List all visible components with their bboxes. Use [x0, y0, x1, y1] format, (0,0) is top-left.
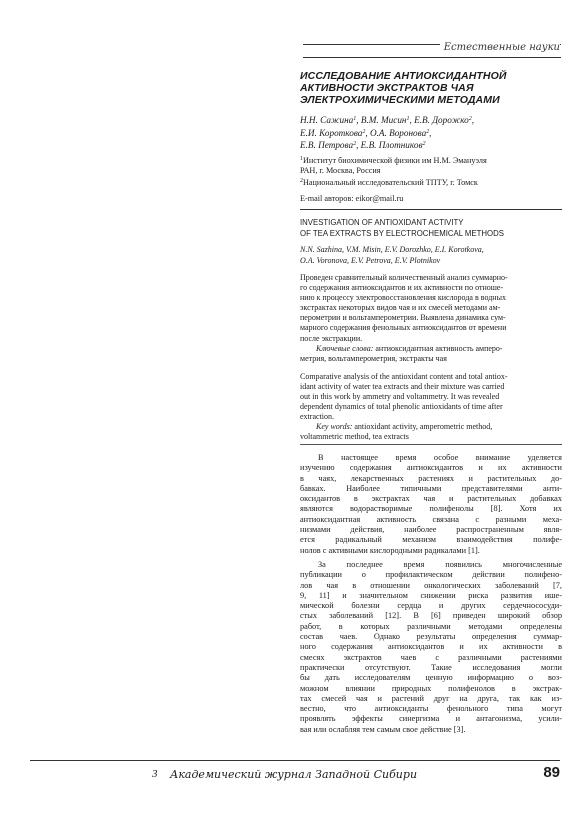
keywords-text: antioxidant activity, amperometric method,	[352, 422, 493, 431]
abstract-line: Comparative analysis of the antioxidant content and total antiox-	[300, 372, 508, 381]
abstract-line: экстрактах некоторых видов чая и их смесей методами ам-	[300, 303, 501, 313]
abstract-line: марного содержания фенольных антиоксидантов от времени	[300, 323, 507, 333]
section-label: Естественные науки	[440, 42, 560, 53]
body-line: публикации о профилактическом действии полифено-	[300, 570, 562, 580]
title-line: ИССЛЕДОВАНИЕ АНТИОКСИДАНТНОЙ	[300, 70, 507, 82]
abstract-line: Проведен сравнительный количественный анализ суммарно-	[300, 273, 508, 282]
abstract-ru	[300, 273, 562, 344]
affil-mark: 2	[362, 128, 366, 135]
keywords-en	[300, 422, 562, 442]
body-line: практически отсутствуют. Такие исследования могли	[300, 662, 562, 672]
body-line: нолов с активными кислородными радикалами [1].	[300, 545, 480, 555]
affil-mark: 1	[300, 156, 303, 162]
affil-mark: 2	[426, 128, 430, 135]
author: , Е.В. Плотников	[356, 140, 423, 150]
author-email: E-mail авторов: eikor@mail.ru	[300, 194, 404, 203]
body-line: низмами действия, наиболее распространенным явля-	[300, 525, 562, 535]
en-authors-line: N.N. Sazhina, V.M. Misin, E.V. Dorozhko, E.I. Korotkova,	[300, 245, 484, 254]
affil-mark: 2	[468, 116, 472, 122]
english-title	[300, 217, 562, 239]
abstract-line: extraction.	[300, 412, 334, 422]
title-line: ЭЛЕКТРОХИМИЧЕСКИМИ МЕТОДАМИ	[300, 94, 500, 106]
affiliation-1-cont: РАН, г. Москва, Россия	[300, 166, 381, 175]
article-title	[300, 70, 562, 106]
keywords-text: voltammetric method, tea extracts	[300, 432, 409, 442]
affil-mark: 1	[353, 116, 357, 122]
comma: ,	[471, 115, 474, 125]
body-line: вая или ослабляя тем самым свое действие [3].	[300, 724, 466, 734]
body-line: работ, в которых различными методами определены	[300, 621, 562, 631]
keywords-text: метрия, вольтамперометрия, экстракты чая	[300, 354, 447, 364]
abstract-line: out in this work by ammetry and voltammetry. It was revealed	[300, 392, 500, 402]
body-line: мической болезни сердца и других сердечнососуди-	[300, 601, 562, 611]
en-title-line: INVESTIGATION OF ANTIOXIDANT ACTIVITY	[300, 218, 464, 227]
author: , В.М. Мисин	[356, 115, 407, 125]
keywords-label: Ключевые слова:	[316, 344, 374, 353]
abstract-line: после экстракции.	[300, 333, 363, 343]
body-line: можном влиянии природных полифенолов в экстрак-	[300, 683, 562, 693]
paragraph-2	[300, 560, 562, 735]
abstract-line: idant activity of water tea extracts and their mixture was carried	[300, 382, 505, 392]
affiliation-1: Институт биохимической физики им Н.М. Эмануэля	[303, 156, 487, 165]
article-body	[300, 453, 562, 735]
header-rule-2	[303, 57, 561, 58]
separator-rule	[300, 209, 562, 210]
body-separator	[300, 444, 562, 445]
abstract-en	[300, 372, 562, 422]
keywords-text: антиоксидантная активность амперо-	[373, 344, 503, 353]
body-line: ного содержания антиоксидантов и их активности в	[300, 642, 562, 652]
en-title-line: OF TEA EXTRACTS BY ELECTROCHEMICAL METHODS	[300, 229, 504, 238]
affiliations	[300, 154, 562, 188]
body-line: бы дать исследователям ценную информацию о воз-	[300, 673, 562, 683]
authors-en	[300, 244, 562, 266]
affil-mark: 2	[422, 141, 426, 147]
affil-mark: 2	[353, 141, 357, 147]
body-line: антиоксидантная активность связана с разными меха-	[300, 514, 562, 524]
abstract-line: dependent dynamics of total phenolic antioxidants of time after	[300, 402, 503, 412]
body-line: оксидантов в экстрактах чая и растительных добавках	[300, 494, 562, 504]
title-line: АКТИВНОСТИ ЭКСТРАКТОВ ЧАЯ	[300, 82, 474, 94]
abstract-line: нию к процессу электровосстановления кислорода в водных	[300, 293, 506, 303]
issue-number: 3	[152, 768, 158, 780]
body-line: 9, 11] и значительном снижении риска развития ише-	[300, 590, 562, 600]
abstract-line: го содержания антиоксидантов и их активности по отноше-	[300, 283, 504, 293]
en-authors-line: O.A. Voronova, E.V. Petrova, E.V. Plotnikov	[300, 256, 441, 265]
author: Н.Н. Сажина	[300, 115, 354, 125]
footer-rule	[30, 760, 560, 761]
body-line: бавках. Наиболее типичными представителями анти-	[300, 483, 562, 493]
author: , О.А. Воронова	[365, 127, 427, 138]
affiliation-2: Национальный исследовательский ТПТУ, г. Томск	[303, 178, 478, 187]
affil-mark: 2	[300, 178, 303, 184]
paragraph-1	[300, 453, 562, 556]
journal-name: Академический журнал Западной Сибири	[170, 768, 418, 781]
comma: ,	[429, 127, 432, 138]
author: Е.И. Короткова	[300, 127, 363, 138]
page-number: 89	[543, 764, 560, 781]
body-line: состав чаев. Однако результаты определения суммар-	[300, 632, 562, 642]
body-line: вестно, что антиоксиданты фенольного типа могут	[300, 704, 562, 714]
body-line: проявлять эффекты синергизма и антагонизма, усили-	[300, 714, 562, 724]
keywords-ru	[300, 344, 562, 364]
body-line: являются водорастворимые полифенолы [8]. Хотя их	[300, 504, 562, 514]
body-line: За последнее время появились многочисленные	[318, 559, 562, 569]
body-line: стых заболеваний [12]. В [6] приведен широкий обзор	[300, 611, 562, 621]
body-line: ется радикальный механизм взаимодействия полифе-	[300, 535, 562, 545]
abstract-line: перометрии и вольтамперометрии. Выявлена динамика сум-	[300, 313, 506, 323]
author: Е.В. Петрова	[300, 140, 354, 150]
keywords-label: Key words:	[316, 422, 353, 431]
body-line: смесях экстрактов чаев с различными растениями	[300, 652, 562, 662]
authors-ru	[300, 114, 562, 152]
body-line: в чаях, лекарственных растениях и растительных до-	[300, 473, 562, 483]
affil-mark: 1	[406, 116, 410, 122]
body-line: изучению содержания антиоксидантов и их активности	[300, 463, 562, 473]
author: , Е.В. Дорожко	[409, 115, 469, 125]
body-line: В настоящее время особое внимание уделяется	[318, 453, 562, 462]
body-line: лов чая в отношении онкологических заболеваний [7,	[300, 580, 562, 590]
body-line: тах смесей чая и растений друг на друга, так как из-	[300, 693, 562, 703]
